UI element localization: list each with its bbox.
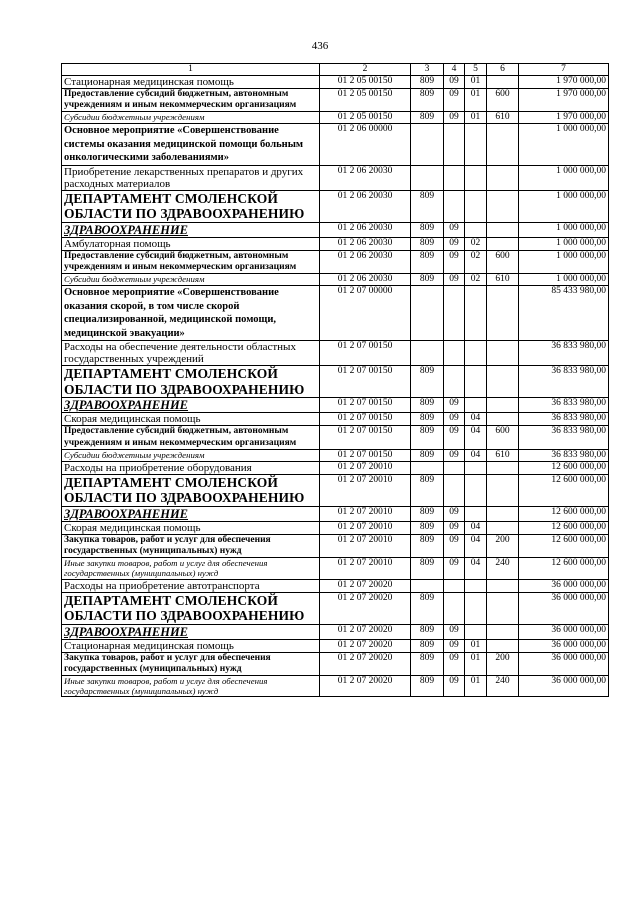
table-row [62, 558, 609, 579]
target-article-code: 01 2 06 20030 [320, 237, 411, 250]
expense-type-code [487, 592, 519, 624]
amount: 85 433 980,00 [519, 286, 609, 341]
subsection-code: 02 [465, 237, 487, 250]
row-name: Предоставление субсидий бюджетным, автономным учреждениям и иным некоммерческим организациям [62, 426, 320, 449]
amount: 36 833 980,00 [519, 449, 609, 461]
section-code: 09 [444, 558, 465, 579]
table-row [62, 76, 609, 89]
expense-type-code [487, 165, 519, 190]
row-name: ДЕПАРТАМЕНТ СМОЛЕНСКОЙ ОБЛАСТИ ПО ЗДРАВООХРАНЕНИЮ [62, 592, 320, 624]
expense-type-code [487, 341, 519, 366]
subsection-code [465, 190, 487, 222]
row-name: ДЕПАРТАМЕНТ СМОЛЕНСКОЙ ОБЛАСТИ ПО ЗДРАВООХРАНЕНИЮ [62, 474, 320, 506]
amount: 36 833 980,00 [519, 341, 609, 366]
amount: 12 600 000,00 [519, 534, 609, 557]
table-row [62, 639, 609, 652]
subsection-code [465, 398, 487, 413]
amount: 12 600 000,00 [519, 558, 609, 579]
amount: 1 000 000,00 [519, 165, 609, 190]
row-name: Субсидии бюджетным учреждениям [62, 449, 320, 461]
target-article-code: 01 2 07 20020 [320, 675, 411, 696]
subsection-code [465, 222, 487, 237]
section-code [444, 592, 465, 624]
table-row [62, 274, 609, 286]
table-row [62, 237, 609, 250]
row-name: Расходы на приобретение автотранспорта [62, 579, 320, 592]
administrator-code [411, 165, 444, 190]
table-row [62, 449, 609, 461]
section-code: 09 [444, 76, 465, 89]
section-code [444, 165, 465, 190]
administrator-code [411, 461, 444, 474]
subsection-code: 01 [465, 675, 487, 696]
target-article-code: 01 2 07 20010 [320, 521, 411, 534]
expense-type-code: 610 [487, 274, 519, 286]
target-article-code: 01 2 06 20030 [320, 165, 411, 190]
amount: 36 000 000,00 [519, 652, 609, 675]
column-header: 3 [411, 64, 444, 76]
section-code [444, 366, 465, 398]
budget-table [61, 63, 609, 697]
row-name: Субсидии бюджетным учреждениям [62, 274, 320, 286]
amount: 36 000 000,00 [519, 579, 609, 592]
row-name: Расходы на обеспечение деятельности областных государственных учреждений [62, 341, 320, 366]
column-header: 6 [487, 64, 519, 76]
target-article-code: 01 2 06 20030 [320, 250, 411, 273]
table-row [62, 366, 609, 398]
row-name: Расходы на приобретение оборудования [62, 461, 320, 474]
subsection-code [465, 165, 487, 190]
expense-type-code [487, 190, 519, 222]
subsection-code [465, 474, 487, 506]
target-article-code: 01 2 05 00150 [320, 112, 411, 124]
expense-type-code: 610 [487, 112, 519, 124]
section-code [444, 190, 465, 222]
expense-type-code [487, 124, 519, 166]
row-name: Стационарная медицинская помощь [62, 76, 320, 89]
target-article-code: 01 2 07 20020 [320, 624, 411, 639]
target-article-code: 01 2 06 20030 [320, 222, 411, 237]
row-name: Основное мероприятие «Совершенствование системы оказания медицинской помощи больным онкологическими заболеваниями» [62, 124, 320, 166]
row-name: Скорая медицинская помощь [62, 413, 320, 426]
expense-type-code [487, 286, 519, 341]
target-article-code: 01 2 06 20030 [320, 190, 411, 222]
section-code: 09 [444, 534, 465, 557]
target-article-code: 01 2 07 20010 [320, 474, 411, 506]
subsection-code: 04 [465, 558, 487, 579]
section-code: 09 [444, 250, 465, 273]
table-row [62, 341, 609, 366]
expense-type-code [487, 461, 519, 474]
amount: 36 000 000,00 [519, 592, 609, 624]
target-article-code: 01 2 07 00150 [320, 449, 411, 461]
amount: 1 970 000,00 [519, 89, 609, 112]
expense-type-code [487, 76, 519, 89]
section-code: 09 [444, 413, 465, 426]
amount: 36 000 000,00 [519, 639, 609, 652]
table-row [62, 250, 609, 273]
expense-type-code [487, 222, 519, 237]
target-article-code: 01 2 07 00150 [320, 366, 411, 398]
amount: 1 970 000,00 [519, 76, 609, 89]
target-article-code: 01 2 05 00150 [320, 76, 411, 89]
subsection-code: 01 [465, 652, 487, 675]
section-code: 09 [444, 112, 465, 124]
expense-type-code [487, 474, 519, 506]
row-name: ЗДРАВООХРАНЕНИЕ [62, 398, 320, 413]
column-header: 1 [62, 64, 320, 76]
section-code: 09 [444, 237, 465, 250]
subsection-code: 01 [465, 639, 487, 652]
column-header: 5 [465, 64, 487, 76]
table-row [62, 461, 609, 474]
column-header: 4 [444, 64, 465, 76]
amount: 36 000 000,00 [519, 624, 609, 639]
amount: 12 600 000,00 [519, 506, 609, 521]
table-row [62, 592, 609, 624]
table-row [62, 474, 609, 506]
target-article-code: 01 2 06 20030 [320, 274, 411, 286]
administrator-code: 809 [411, 624, 444, 639]
target-article-code: 01 2 07 20010 [320, 534, 411, 557]
table-row [62, 521, 609, 534]
row-name: Стационарная медицинская помощь [62, 639, 320, 652]
target-article-code: 01 2 07 20010 [320, 506, 411, 521]
subsection-code [465, 286, 487, 341]
administrator-code: 809 [411, 76, 444, 89]
row-name: Предоставление субсидий бюджетным, автономным учреждениям и иным некоммерческим организациям [62, 250, 320, 273]
expense-type-code [487, 237, 519, 250]
subsection-code: 02 [465, 250, 487, 273]
table-row [62, 398, 609, 413]
subsection-code: 04 [465, 449, 487, 461]
administrator-code: 809 [411, 222, 444, 237]
row-name: Субсидии бюджетным учреждениям [62, 112, 320, 124]
expense-type-code: 200 [487, 534, 519, 557]
table-row [62, 165, 609, 190]
table-row [62, 426, 609, 449]
amount: 1 000 000,00 [519, 237, 609, 250]
amount: 36 833 980,00 [519, 413, 609, 426]
expense-type-code [487, 413, 519, 426]
target-article-code: 01 2 07 20020 [320, 639, 411, 652]
section-code [444, 124, 465, 166]
table-row [62, 675, 609, 696]
row-name: Скорая медицинская помощь [62, 521, 320, 534]
target-article-code: 01 2 07 00150 [320, 341, 411, 366]
subsection-code [465, 366, 487, 398]
expense-type-code [487, 624, 519, 639]
subsection-code: 02 [465, 274, 487, 286]
administrator-code: 809 [411, 592, 444, 624]
table-row [62, 286, 609, 341]
table-row [62, 579, 609, 592]
subsection-code: 01 [465, 112, 487, 124]
table-row [62, 89, 609, 112]
row-name: ДЕПАРТАМЕНТ СМОЛЕНСКОЙ ОБЛАСТИ ПО ЗДРАВООХРАНЕНИЮ [62, 190, 320, 222]
administrator-code: 809 [411, 398, 444, 413]
row-name: Приобретение лекарственных препаратов и других расходных материалов [62, 165, 320, 190]
administrator-code: 809 [411, 426, 444, 449]
amount: 1 000 000,00 [519, 274, 609, 286]
table-body [62, 64, 609, 697]
row-name: Закупка товаров, работ и услуг для обеспечения государственных (муниципальных) нужд [62, 534, 320, 557]
subsection-code: 04 [465, 413, 487, 426]
administrator-code: 809 [411, 274, 444, 286]
table-row [62, 222, 609, 237]
expense-type-code [487, 398, 519, 413]
amount: 1 000 000,00 [519, 124, 609, 166]
subsection-code [465, 624, 487, 639]
target-article-code: 01 2 07 20020 [320, 592, 411, 624]
subsection-code [465, 341, 487, 366]
column-number-row [62, 64, 609, 76]
expense-type-code: 600 [487, 426, 519, 449]
table-row [62, 124, 609, 166]
section-code [444, 341, 465, 366]
column-header: 2 [320, 64, 411, 76]
row-name: Иные закупки товаров, работ и услуг для обеспечения государственных (муниципальных) нужд [62, 558, 320, 579]
administrator-code: 809 [411, 521, 444, 534]
table-row [62, 506, 609, 521]
row-name: Предоставление субсидий бюджетным, автономным учреждениям и иным некоммерческим организациям [62, 89, 320, 112]
target-article-code: 01 2 06 00000 [320, 124, 411, 166]
section-code: 09 [444, 449, 465, 461]
expense-type-code: 610 [487, 449, 519, 461]
administrator-code [411, 341, 444, 366]
subsection-code [465, 579, 487, 592]
page-number: 436 [311, 40, 329, 52]
target-article-code: 01 2 07 00150 [320, 398, 411, 413]
amount: 36 000 000,00 [519, 675, 609, 696]
administrator-code: 809 [411, 506, 444, 521]
subsection-code [465, 461, 487, 474]
row-name: ЗДРАВООХРАНЕНИЕ [62, 624, 320, 639]
amount: 1 970 000,00 [519, 112, 609, 124]
amount: 36 833 980,00 [519, 398, 609, 413]
amount: 12 600 000,00 [519, 474, 609, 506]
administrator-code: 809 [411, 112, 444, 124]
table-row [62, 112, 609, 124]
section-code: 09 [444, 506, 465, 521]
administrator-code [411, 124, 444, 166]
administrator-code: 809 [411, 449, 444, 461]
row-name: Амбулаторная помощь [62, 237, 320, 250]
section-code: 09 [444, 624, 465, 639]
amount: 36 833 980,00 [519, 426, 609, 449]
expense-type-code: 600 [487, 89, 519, 112]
target-article-code: 01 2 07 20020 [320, 652, 411, 675]
administrator-code: 809 [411, 558, 444, 579]
section-code [444, 461, 465, 474]
target-article-code: 01 2 07 00150 [320, 426, 411, 449]
table-row [62, 534, 609, 557]
subsection-code [465, 592, 487, 624]
subsection-code: 04 [465, 521, 487, 534]
subsection-code [465, 124, 487, 166]
expense-type-code [487, 639, 519, 652]
administrator-code: 809 [411, 250, 444, 273]
row-name: Закупка товаров, работ и услуг для обеспечения государственных (муниципальных) нужд [62, 652, 320, 675]
administrator-code [411, 286, 444, 341]
subsection-code: 04 [465, 426, 487, 449]
amount: 1 000 000,00 [519, 190, 609, 222]
subsection-code: 01 [465, 89, 487, 112]
section-code: 09 [444, 639, 465, 652]
expense-type-code [487, 506, 519, 521]
amount: 1 000 000,00 [519, 250, 609, 273]
table-row [62, 413, 609, 426]
administrator-code: 809 [411, 366, 444, 398]
column-header: 7 [519, 64, 609, 76]
row-name: ДЕПАРТАМЕНТ СМОЛЕНСКОЙ ОБЛАСТИ ПО ЗДРАВООХРАНЕНИЮ [62, 366, 320, 398]
expense-type-code: 240 [487, 558, 519, 579]
administrator-code: 809 [411, 474, 444, 506]
administrator-code: 809 [411, 237, 444, 250]
row-name: Иные закупки товаров, работ и услуг для обеспечения государственных (муниципальных) нужд [62, 675, 320, 696]
administrator-code: 809 [411, 413, 444, 426]
section-code: 09 [444, 89, 465, 112]
section-code: 09 [444, 398, 465, 413]
section-code [444, 579, 465, 592]
administrator-code: 809 [411, 639, 444, 652]
section-code: 09 [444, 652, 465, 675]
expense-type-code [487, 579, 519, 592]
expense-type-code [487, 366, 519, 398]
expense-type-code: 240 [487, 675, 519, 696]
amount: 1 000 000,00 [519, 222, 609, 237]
amount: 36 833 980,00 [519, 366, 609, 398]
section-code: 09 [444, 521, 465, 534]
section-code [444, 474, 465, 506]
administrator-code: 809 [411, 652, 444, 675]
target-article-code: 01 2 07 00150 [320, 413, 411, 426]
section-code [444, 286, 465, 341]
administrator-code: 809 [411, 89, 444, 112]
section-code: 09 [444, 675, 465, 696]
target-article-code: 01 2 07 20010 [320, 461, 411, 474]
expense-type-code: 200 [487, 652, 519, 675]
table-row [62, 652, 609, 675]
target-article-code: 01 2 07 00000 [320, 286, 411, 341]
target-article-code: 01 2 07 20010 [320, 558, 411, 579]
table-row [62, 190, 609, 222]
administrator-code: 809 [411, 675, 444, 696]
administrator-code: 809 [411, 534, 444, 557]
section-code: 09 [444, 222, 465, 237]
target-article-code: 01 2 07 20020 [320, 579, 411, 592]
section-code: 09 [444, 426, 465, 449]
target-article-code: 01 2 05 00150 [320, 89, 411, 112]
expense-type-code [487, 521, 519, 534]
row-name: ЗДРАВООХРАНЕНИЕ [62, 222, 320, 237]
subsection-code [465, 506, 487, 521]
administrator-code: 809 [411, 190, 444, 222]
table-row [62, 624, 609, 639]
row-name: ЗДРАВООХРАНЕНИЕ [62, 506, 320, 521]
amount: 12 600 000,00 [519, 461, 609, 474]
administrator-code [411, 579, 444, 592]
expense-type-code: 600 [487, 250, 519, 273]
subsection-code: 01 [465, 76, 487, 89]
amount: 12 600 000,00 [519, 521, 609, 534]
section-code: 09 [444, 274, 465, 286]
row-name: Основное мероприятие «Совершенствование оказания скорой, в том числе скорой специализированной, медицинской помощи, медицинской эвакуации» [62, 286, 320, 341]
subsection-code: 04 [465, 534, 487, 557]
